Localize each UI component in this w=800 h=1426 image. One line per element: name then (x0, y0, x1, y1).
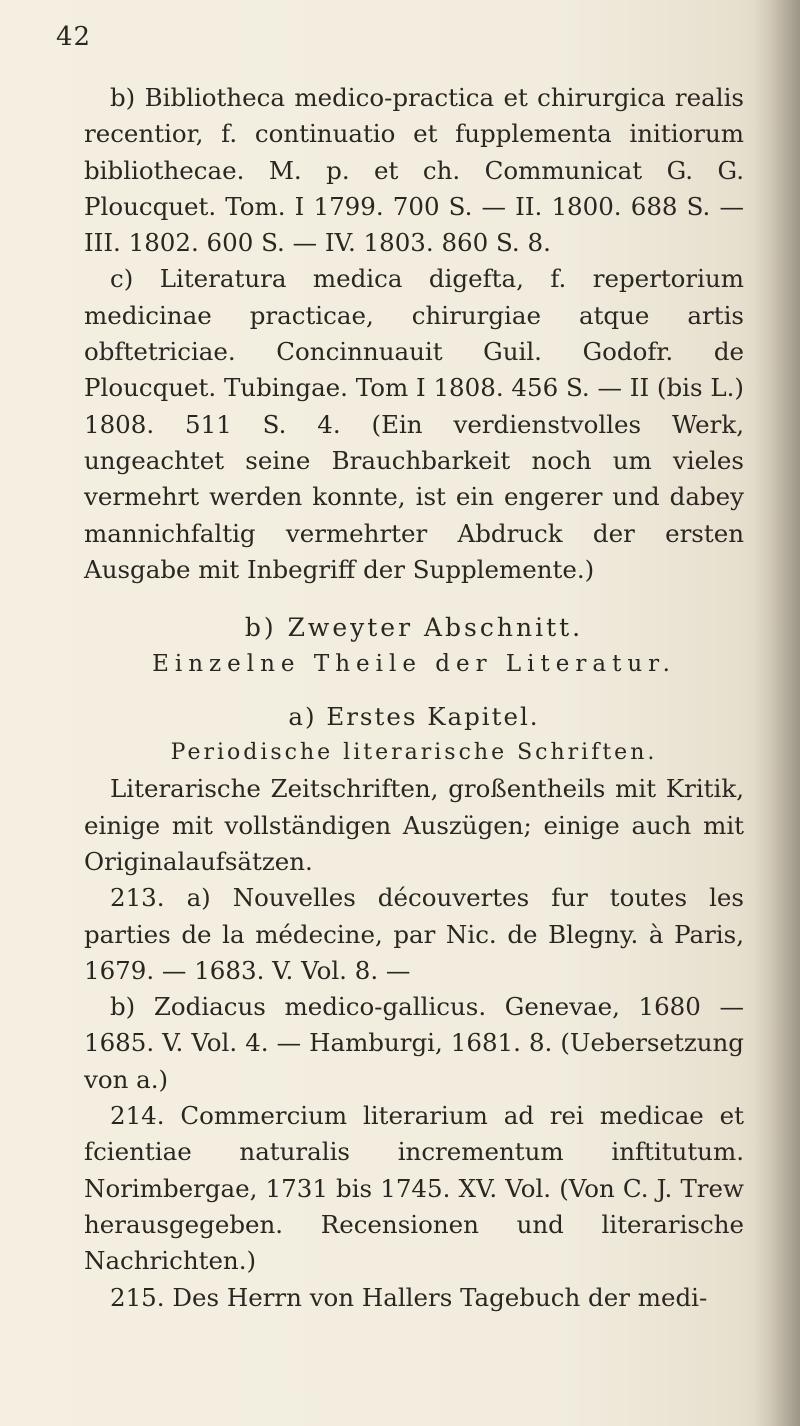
entry-215: 215. Des Herrn von Hallers Tagebuch der medi- (110, 1282, 708, 1312)
entry-literatura: c) Literatura medica digefta, f. repertorium medicinae practicae, chirurgiae atque artis obftetriciae. Concinnuauit Guil. Godofr. de Ploucquet. Tubingae. Tom I 1808. 456 S. — II (bis L.) 1808. 511 S. 4. (Ein verdienstvolles Werk, ungeachtet seine Brauchbarkeit noch um vieles vermehrt werden konnte, ist ein engerer und dabey mannichfaltig vermehrter Abdruck der ersten Ausgabe mit Inbegriff der Supplemente.) (84, 264, 744, 584)
entry-214: 214. Commercium literarium ad rei medicae et fcientiae naturalis incrementum inftitutum. Norimbergae, 1731 bis 1745. XV. Vol. (Von C. J. Trew herausgegeben. Recensionen und literarische Nachrichten.) (84, 1101, 744, 1276)
entry-213: 213. a) Nouvelles découvertes fur toutes les parties de la médecine, par Nic. de Blegny. à Paris, 1679. — 1683. V. Vol. 8. — (84, 883, 744, 985)
page-text (84, 80, 744, 1316)
page-binding-shadow (754, 0, 800, 1426)
entry-213b: b) Zodiacus medico-gallicus. Genevae, 1680 — 1685. V. Vol. 4. — Hamburgi, 1681. 8. (Uebersetzung von a.) (84, 992, 744, 1094)
entry-bibliotheca: b) Bibliotheca medico-practica et chirurgica realis recentior, f. continuatio et fupplementa initiorum bibliothecae. M. p. et ch. Communicat G. G. Ploucquet. Tom. I 1799. 700 S. — II. 1800. 688 S. — III. 1802. 600 S. — IV. 1803. 860 S. 8. (84, 83, 744, 258)
page-number: 42 (56, 22, 92, 52)
section-heading: b) Zweyter Abschnitt. (244, 613, 584, 643)
chapter-heading: a) Erstes Kapitel. (288, 701, 540, 731)
chapter-title: Periodische literarische Schriften. (170, 740, 658, 766)
chapter-intro: Literarische Zeitschriften, großentheils mit Kritik, einige mit vollständigen Auszügen; einige auch mit Originalaufsätzen. (84, 774, 744, 876)
section-subheading: Einzelne Theile der Literatur. (152, 651, 676, 678)
